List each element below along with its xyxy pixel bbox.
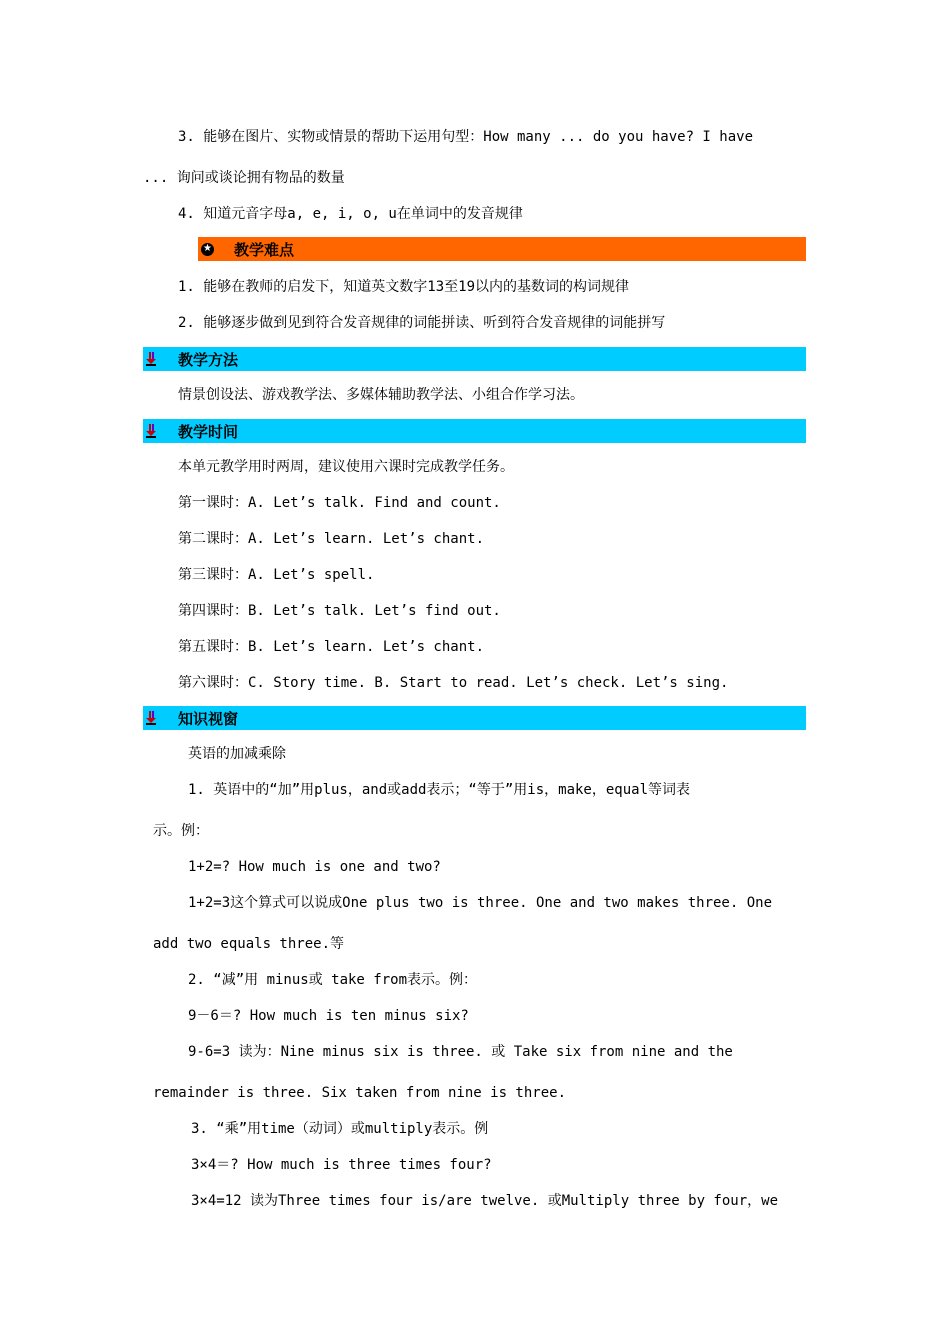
knowledge-title: 知识视窗 (178, 709, 239, 728)
star-icon: ★ (201, 243, 214, 256)
add-example-2-line2: add two equals three.等 (153, 936, 345, 952)
time-header (143, 419, 806, 443)
bookmark-arrow-icon (145, 424, 157, 438)
times-example-2-line1: 3×4=12 读为Three times four is/are twelve. 或Multiply three by four，we (191, 1193, 779, 1209)
lesson-6: 第六课时：C. Story time. B. Start to read. Let’s check. Let’s sing. (178, 675, 729, 691)
minus-rule: 2. “减”用 minus或 take from表示。例： (188, 972, 478, 988)
minus-example-1: 9－6＝? How much is ten minus six? (188, 1008, 469, 1024)
methods-header (143, 347, 806, 371)
add-example-2-line1: 1+2=3这个算式可以说成One plus two is three. One and two makes three. One (188, 895, 773, 911)
methods-text: 情景创设法、游戏教学法、多媒体辅助教学法、小组合作学习法。 (178, 387, 584, 403)
add-rule-line2: 示。例： (153, 823, 209, 839)
knowledge-subtitle: 英语的加减乘除 (188, 746, 286, 762)
times-rule: 3. “乘”用time（动词）或multiply表示。例 (191, 1121, 489, 1137)
lesson-1: 第一课时：A. Let’s talk. Find and count. (178, 495, 501, 511)
lesson-4: 第四课时：B. Let’s talk. Let’s find out. (178, 603, 501, 619)
difficulty-2: 2. 能够逐步做到见到符合发音规律的词能拼读、听到符合发音规律的词能拼写 (178, 315, 666, 331)
lesson-5: 第五课时：B. Let’s learn. Let’s chant. (178, 639, 485, 655)
minus-example-2-line2: remainder is three. Six taken from nine is three. (153, 1085, 567, 1101)
objective-3-line2: ... 询问或谈论拥有物品的数量 (143, 170, 345, 186)
time-title: 教学时间 (178, 422, 239, 441)
methods-title: 教学方法 (178, 350, 239, 369)
add-example-1: 1+2=? How much is one and two? (188, 859, 441, 875)
difficulties-header (198, 237, 806, 261)
objective-4: 4. 知道元音字母a, e, i, o, u在单词中的发音规律 (178, 206, 523, 222)
knowledge-header (143, 706, 806, 730)
objective-3-line1: 3. 能够在图片、实物或情景的帮助下运用句型：How many ... do you have? I have (178, 129, 754, 145)
bookmark-arrow-icon (145, 352, 157, 366)
lesson-3: 第三课时：A. Let’s spell. (178, 567, 375, 583)
times-example-1: 3×4＝? How much is three times four? (191, 1157, 492, 1173)
difficulties-title: 教学难点 (234, 240, 295, 259)
add-rule-line1: 1. 英语中的“加”用plus，and或add表示；“等于”用is，make，equal等词表 (188, 782, 691, 798)
bookmark-arrow-icon (145, 711, 157, 725)
lesson-2: 第二课时：A. Let’s learn. Let’s chant. (178, 531, 485, 547)
minus-example-2-line1: 9-6=3 读为：Nine minus six is three. 或 Take six from nine and the (188, 1044, 733, 1060)
difficulty-1: 1. 能够在教师的启发下，知道英文数字13至19以内的基数词的构词规律 (178, 279, 629, 295)
time-intro: 本单元教学用时两周，建议使用六课时完成教学任务。 (178, 459, 514, 475)
